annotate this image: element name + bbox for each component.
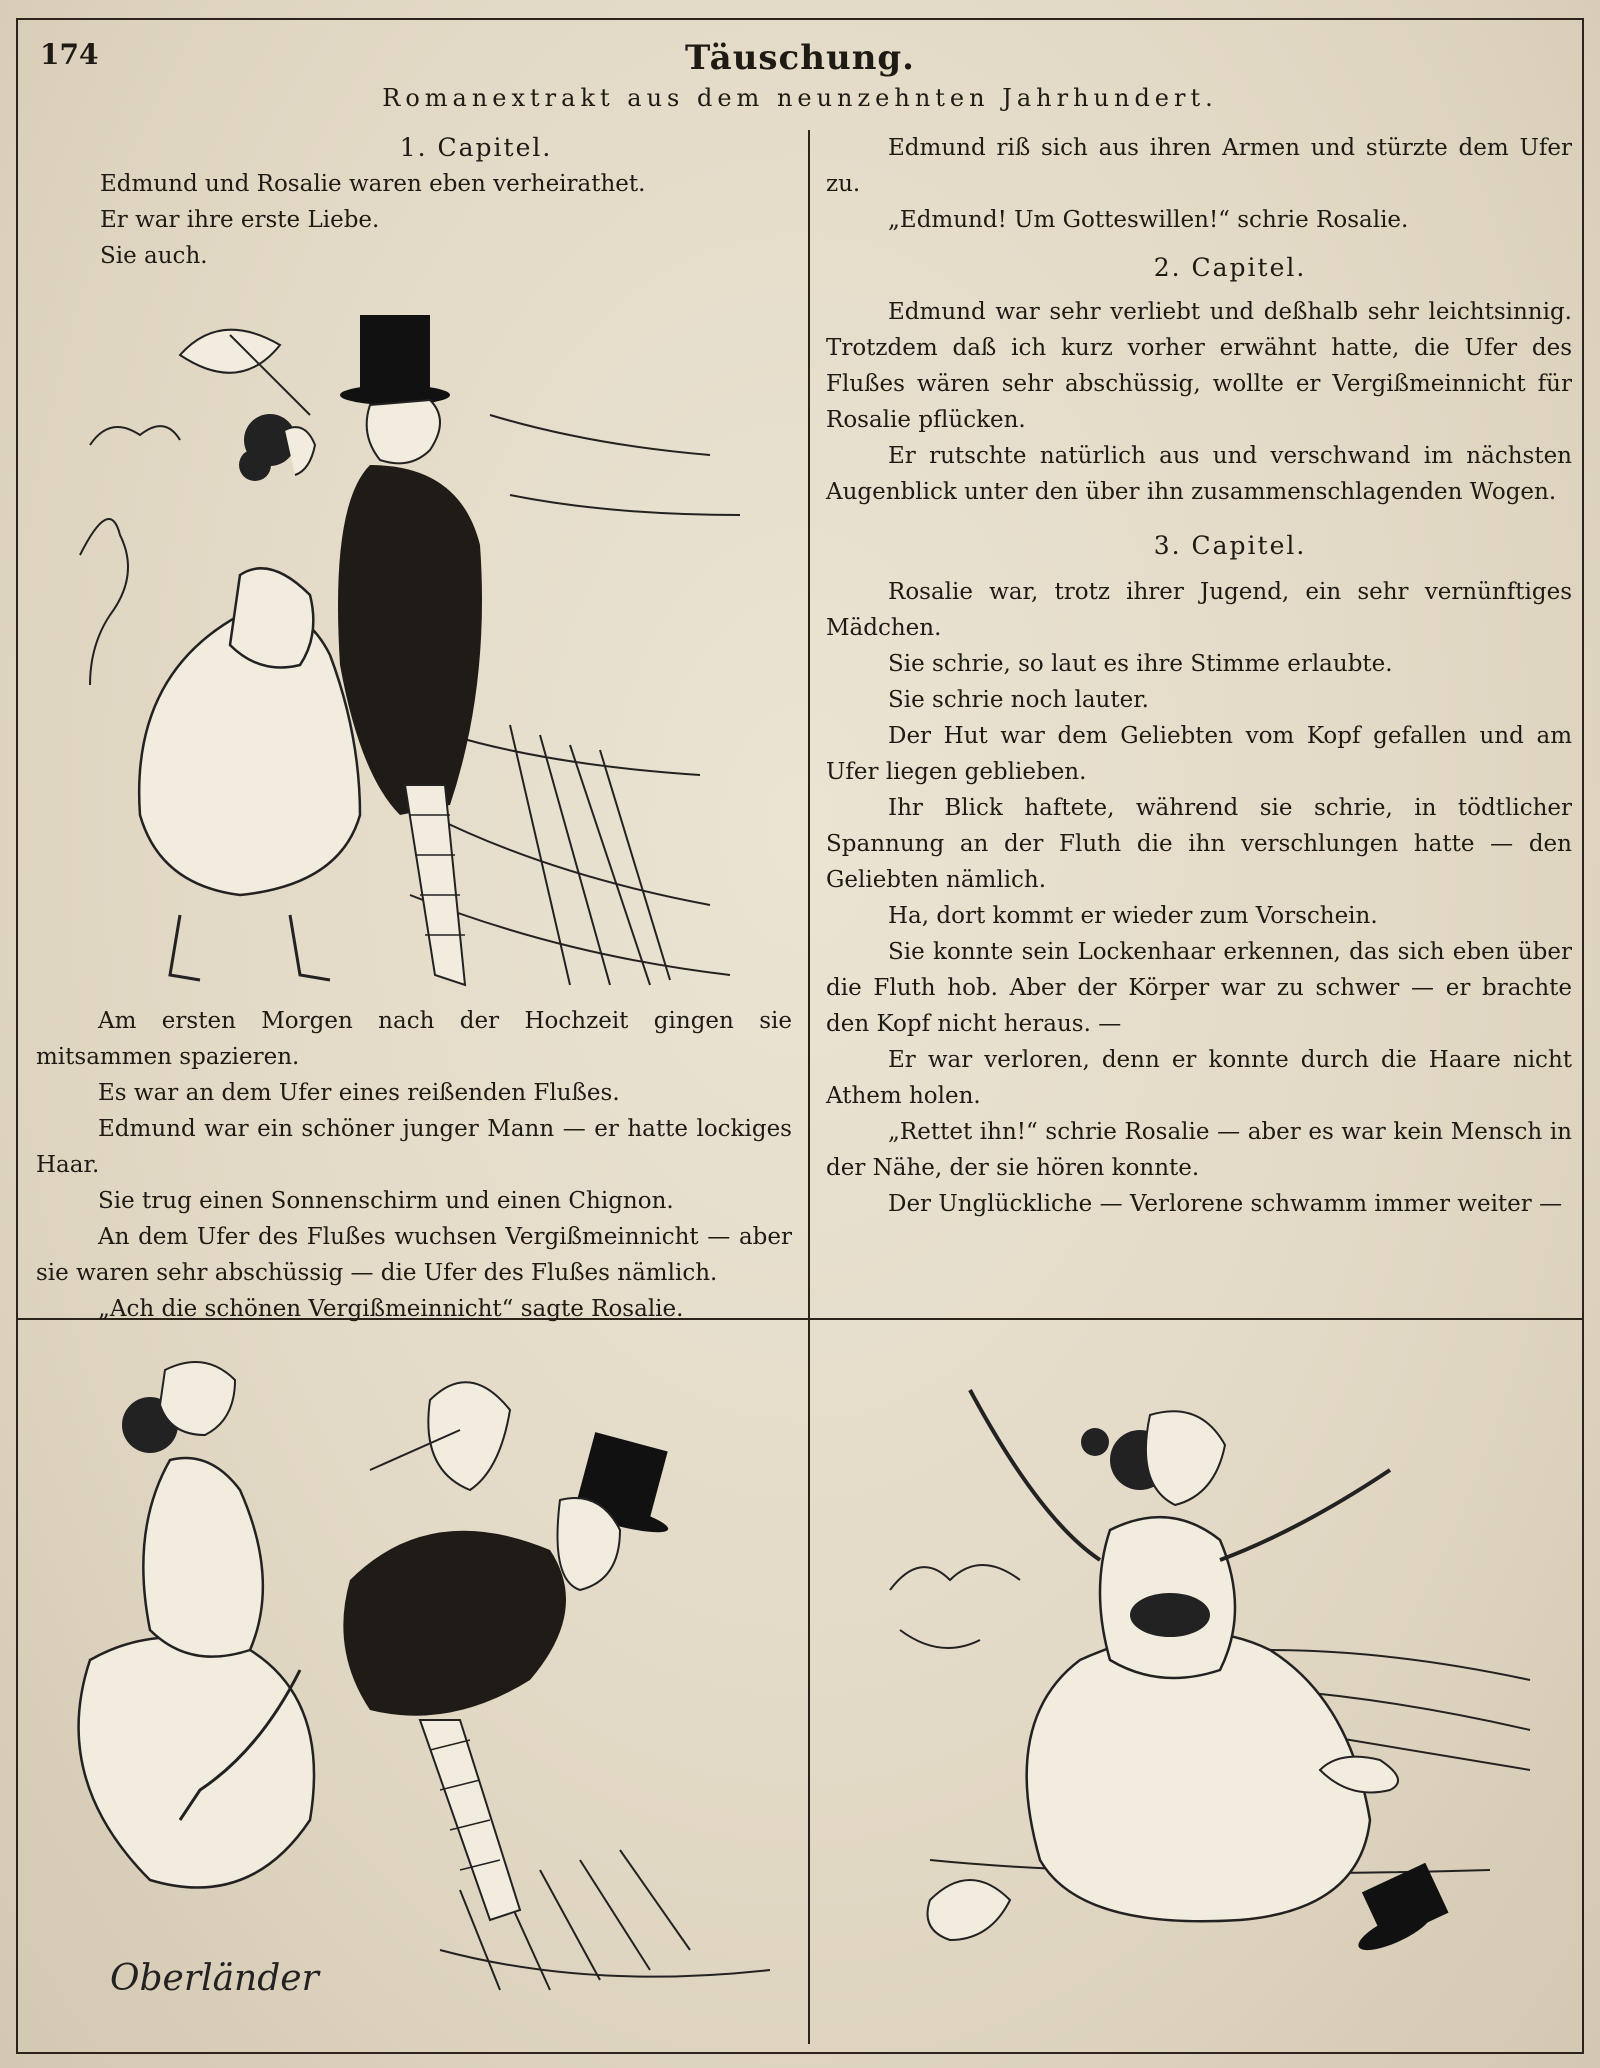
column-divider: [808, 130, 810, 2044]
chapter2-heading: 2. Capitel.: [1153, 253, 1307, 282]
page-number: 174: [40, 38, 99, 71]
paragraph: Es war an dem Ufer eines reißenden Flußes.: [98, 1080, 620, 1106]
paragraph: Der Unglückliche — Verlorene schwamm immer weiter —: [888, 1191, 1563, 1217]
paragraph: Der Hut war dem Geliebten vom Kopf gefallen und am Ufer liegen geblieben.: [826, 723, 1572, 785]
rosalie-screaming-drawing: [850, 1330, 1550, 2030]
paragraph: Rosalie war, trotz ihrer Jugend, ein sehr vernünftiges Mädchen.: [826, 579, 1572, 641]
paragraph: Am ersten Morgen nach der Hochzeit gingen sie mitsammen spazieren.: [36, 1008, 792, 1070]
paragraph: An dem Ufer des Flußes wuchsen Vergißmeinnicht — aber sie waren sehr abschüssig — die Ufer des Flußes nämlich.: [36, 1224, 792, 1286]
paragraph: Edmund war ein schöner junger Mann — er hatte lockiges Haar.: [36, 1116, 792, 1178]
paragraph: Er war verloren, denn er konnte durch die Haare nicht Athem holen.: [826, 1047, 1572, 1109]
paragraph: „Ach die schönen Vergißmeinnicht“ sagte Rosalie.: [98, 1296, 684, 1322]
paragraph: Ha, dort kommt er wieder zum Vorschein.: [888, 903, 1378, 929]
paragraph: „Edmund! Um Gotteswillen!“ schrie Rosalie.: [888, 207, 1409, 233]
paragraph: Edmund war sehr verliebt und deßhalb sehr leichtsinnig. Trotzdem daß ich kurz vorher erwähnt hatte, die Ufer des Flußes wären sehr abschüssig, wollte er Vergißmeinnicht für Rosalie pflücken.: [826, 299, 1572, 433]
edmund-rushing-drawing: [40, 1330, 780, 2030]
paragraph: Er rutschte natürlich aus und verschwand im nächsten Augenblick unter den über ihn zusammenschlagenden Wogen.: [826, 443, 1572, 505]
page-title: Täuschung.: [684, 38, 916, 78]
paragraph: Sie schrie noch lauter.: [888, 687, 1149, 713]
intro-line: Sie auch.: [100, 243, 208, 269]
intro-line: Er war ihre erste Liebe.: [100, 207, 380, 233]
page-subtitle: Romanextrakt aus dem neunzehnten Jahrhundert.: [382, 84, 1218, 112]
paragraph: Sie schrie, so laut es ihre Stimme erlaubte.: [888, 651, 1393, 677]
illustration-edmund-rushing: [40, 1330, 780, 2030]
paragraph: „Rettet ihn!“ schrie Rosalie — aber es war kein Mensch in der Nähe, der sie hören konnte.: [826, 1119, 1572, 1181]
chapter1-heading: 1. Capitel.: [399, 133, 553, 162]
illustration-couple-walking: [70, 295, 770, 995]
paragraph: Ihr Blick haftete, während sie schrie, in tödtlicher Spannung an der Fluth die ihn verschlungen hatte — den Geliebten nämlich.: [826, 795, 1572, 893]
chapter1-body: [36, 1003, 792, 1327]
paragraph: Edmund riß sich aus ihren Armen und stürzte dem Ufer zu.: [826, 135, 1572, 197]
chapter3-heading: 3. Capitel.: [1153, 531, 1307, 560]
paragraph: Sie konnte sein Lockenhaar erkennen, das sich eben über die Fluth hob. Aber der Körper war zu schwer — er brachte den Kopf nicht heraus. —: [826, 939, 1572, 1037]
artist-signature: Oberländer: [110, 1958, 319, 1999]
illustration-rosalie-screaming: [850, 1330, 1550, 2030]
paragraph: Sie trug einen Sonnenschirm und einen Chignon.: [98, 1188, 674, 1214]
right-column-text: [826, 130, 1572, 1222]
chapter1-intro: [100, 130, 790, 274]
couple-walking-drawing: [70, 295, 770, 995]
intro-line: Edmund und Rosalie waren eben verheirathet.: [100, 171, 646, 197]
